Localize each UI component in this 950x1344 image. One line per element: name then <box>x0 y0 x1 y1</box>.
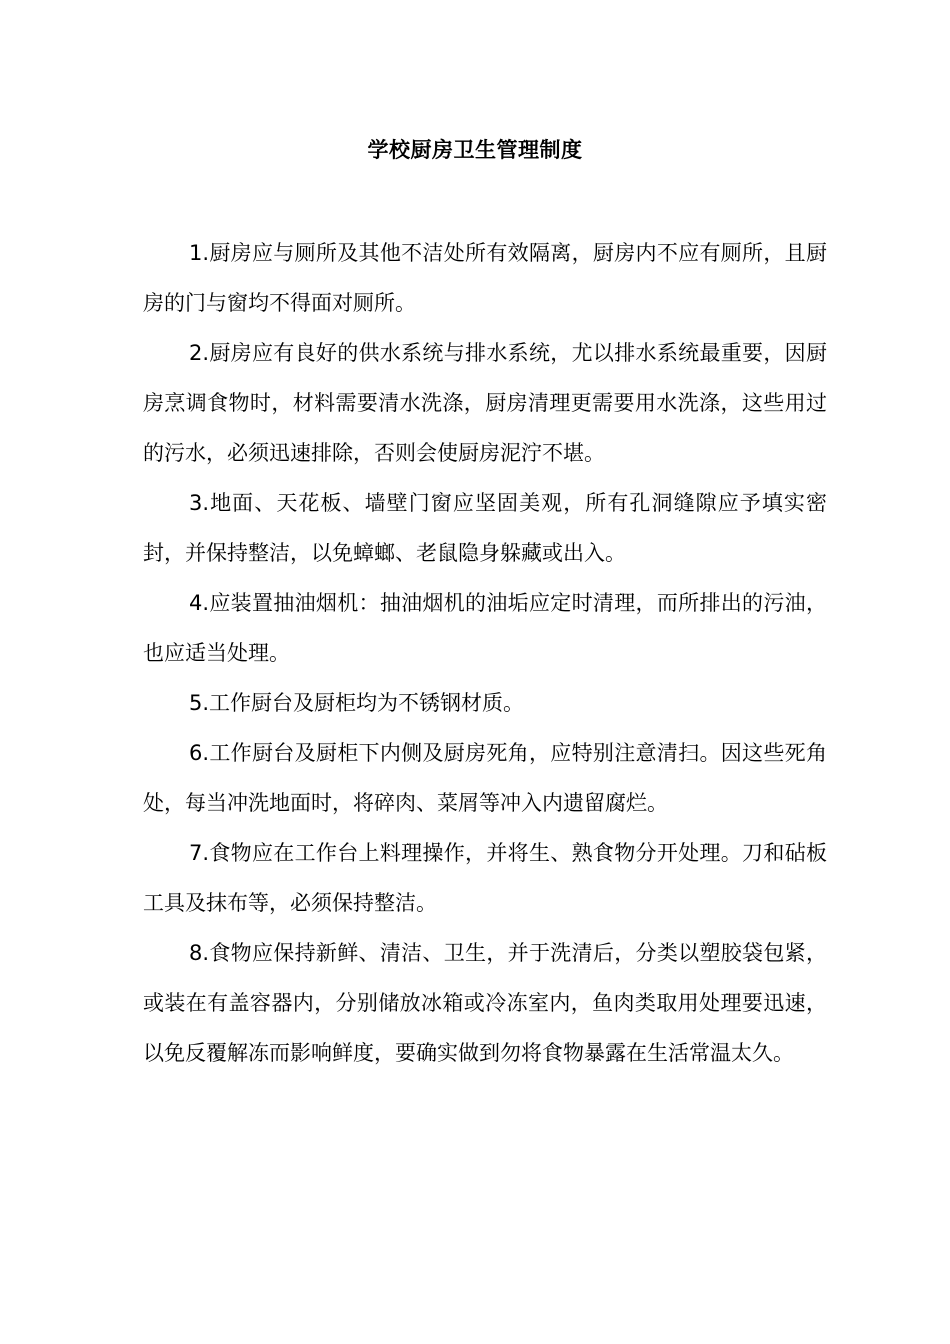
clause-7: 7.食物应在工作台上料理操作，并将生、熟食物分开处理。刀和砧板工具及抹布等，必须保持整洁。 <box>143 841 827 915</box>
clause-6: 6.工作厨台及厨柜下内侧及厨房死角，应特别注意清扫。因这些死角处，每当冲洗地面时，将碎肉、菜屑等冲入内遗留腐烂。 <box>143 741 827 815</box>
clause-2: 2.厨房应有良好的供水系统与排水系统，尤以排水系统最重要，因厨房烹调食物时，材料需要清水洗涤，厨房清理更需要用水洗涤，这些用过的污水，必须迅速排除，否则会使厨房泥泞不堪。 <box>143 341 827 465</box>
document-body <box>143 228 827 1078</box>
clause-8: 8.食物应保持新鲜、清洁、卫生，并于洗清后，分类以塑胶袋包紧，或装在有盖容器内，分别储放冰箱或冷冻室内，鱼肉类取用处理要迅速，以免反覆解冻而影响鲜度，要确实做到勿将食物暴露在生活常温太久。 <box>143 941 827 1065</box>
clause-1: 1.厨房应与厕所及其他不洁处所有效隔离，厨房内不应有厕所，且厨房的门与窗均不得面对厕所。 <box>143 241 827 315</box>
clause-3: 3.地面、天花板、墙壁门窗应坚固美观，所有孔洞缝隙应予填实密封，并保持整洁，以免蟑螂、老鼠隐身躲藏或出入。 <box>143 491 827 565</box>
document-title: 学校厨房卫生管理制度 <box>367 138 583 162</box>
clause-4: 4.应装置抽油烟机：抽油烟机的油垢应定时清理，而所排出的污油，也应适当处理。 <box>143 591 827 665</box>
clause-5: 5.工作厨台及厨柜均为不锈钢材质。 <box>189 691 525 715</box>
